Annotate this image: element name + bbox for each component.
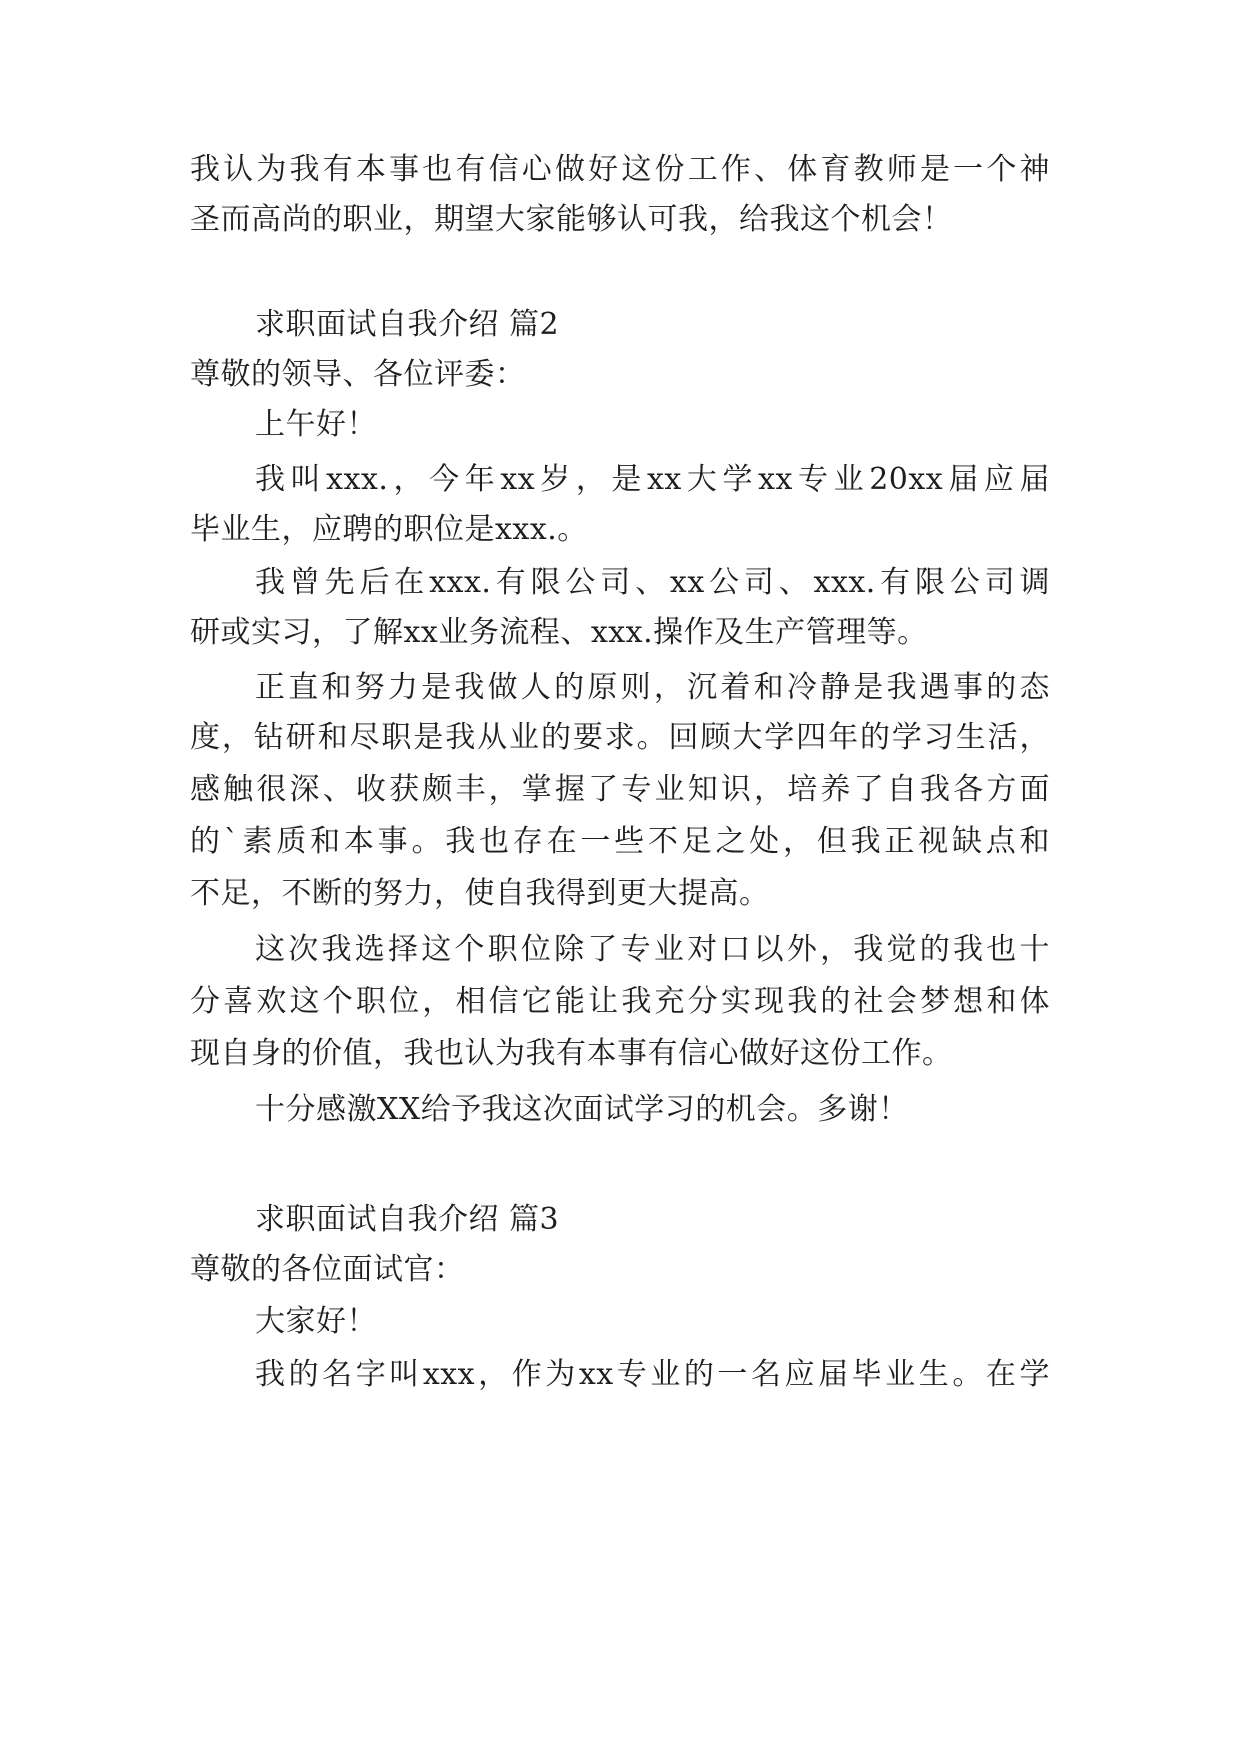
section-heading: 求职面试自我介绍 篇3: [255, 1202, 560, 1237]
paragraph-line: 的`素质和本事。我也存在一些不足之处，但我正视缺点和: [190, 824, 1050, 859]
paragraph-line: 我叫xxx.，今年xx岁，是xx大学xx专业20xx届应届: [255, 462, 1050, 497]
paragraph-line: 我认为我有本事也有信心做好这份工作、体育教师是一个神: [190, 152, 1050, 187]
paragraph-line: 感触很深、收获颇丰，掌握了专业知识，培养了自我各方面: [190, 772, 1050, 807]
greeting: 上午好！: [255, 407, 377, 442]
section-heading: 求职面试自我介绍 篇2: [255, 307, 560, 342]
paragraph-line: 十分感激XX给予我这次面试学习的机会。多谢！: [255, 1092, 909, 1127]
paragraph-line: 分喜欢这个职位，相信它能让我充分实现我的社会梦想和体: [190, 984, 1050, 1019]
paragraph-line: 研或实习，了解xx业务流程、xxx.操作及生产管理等。: [190, 615, 928, 650]
paragraph-line: 圣而高尚的职业，期望大家能够认可我，给我这个机会！: [190, 202, 953, 237]
salutation: 尊敬的各位面试官：: [190, 1252, 465, 1287]
paragraph-line: 正直和努力是我做人的原则，沉着和冷静是我遇事的态: [255, 670, 1050, 705]
paragraph-line: 现自身的价值，我也认为我有本事有信心做好这份工作。: [190, 1036, 953, 1071]
paragraph-line: 毕业生，应聘的职位是xxx.。: [190, 512, 588, 547]
paragraph-line: 我曾先后在xxx.有限公司、xx公司、xxx.有限公司调: [255, 565, 1050, 600]
paragraph-line: 不足，不断的努力，使自我得到更大提高。: [190, 876, 770, 911]
greeting: 大家好！: [255, 1304, 377, 1339]
paragraph-line: 我的名字叫xxx，作为xx专业的一名应届毕业生。在学: [255, 1357, 1050, 1392]
salutation: 尊敬的领导、各位评委：: [190, 357, 526, 392]
paragraph-line: 这次我选择这个职位除了专业对口以外，我觉的我也十: [255, 932, 1050, 967]
paragraph-line: 度，钻研和尽职是我从业的要求。回顾大学四年的学习生活，: [190, 720, 1050, 755]
